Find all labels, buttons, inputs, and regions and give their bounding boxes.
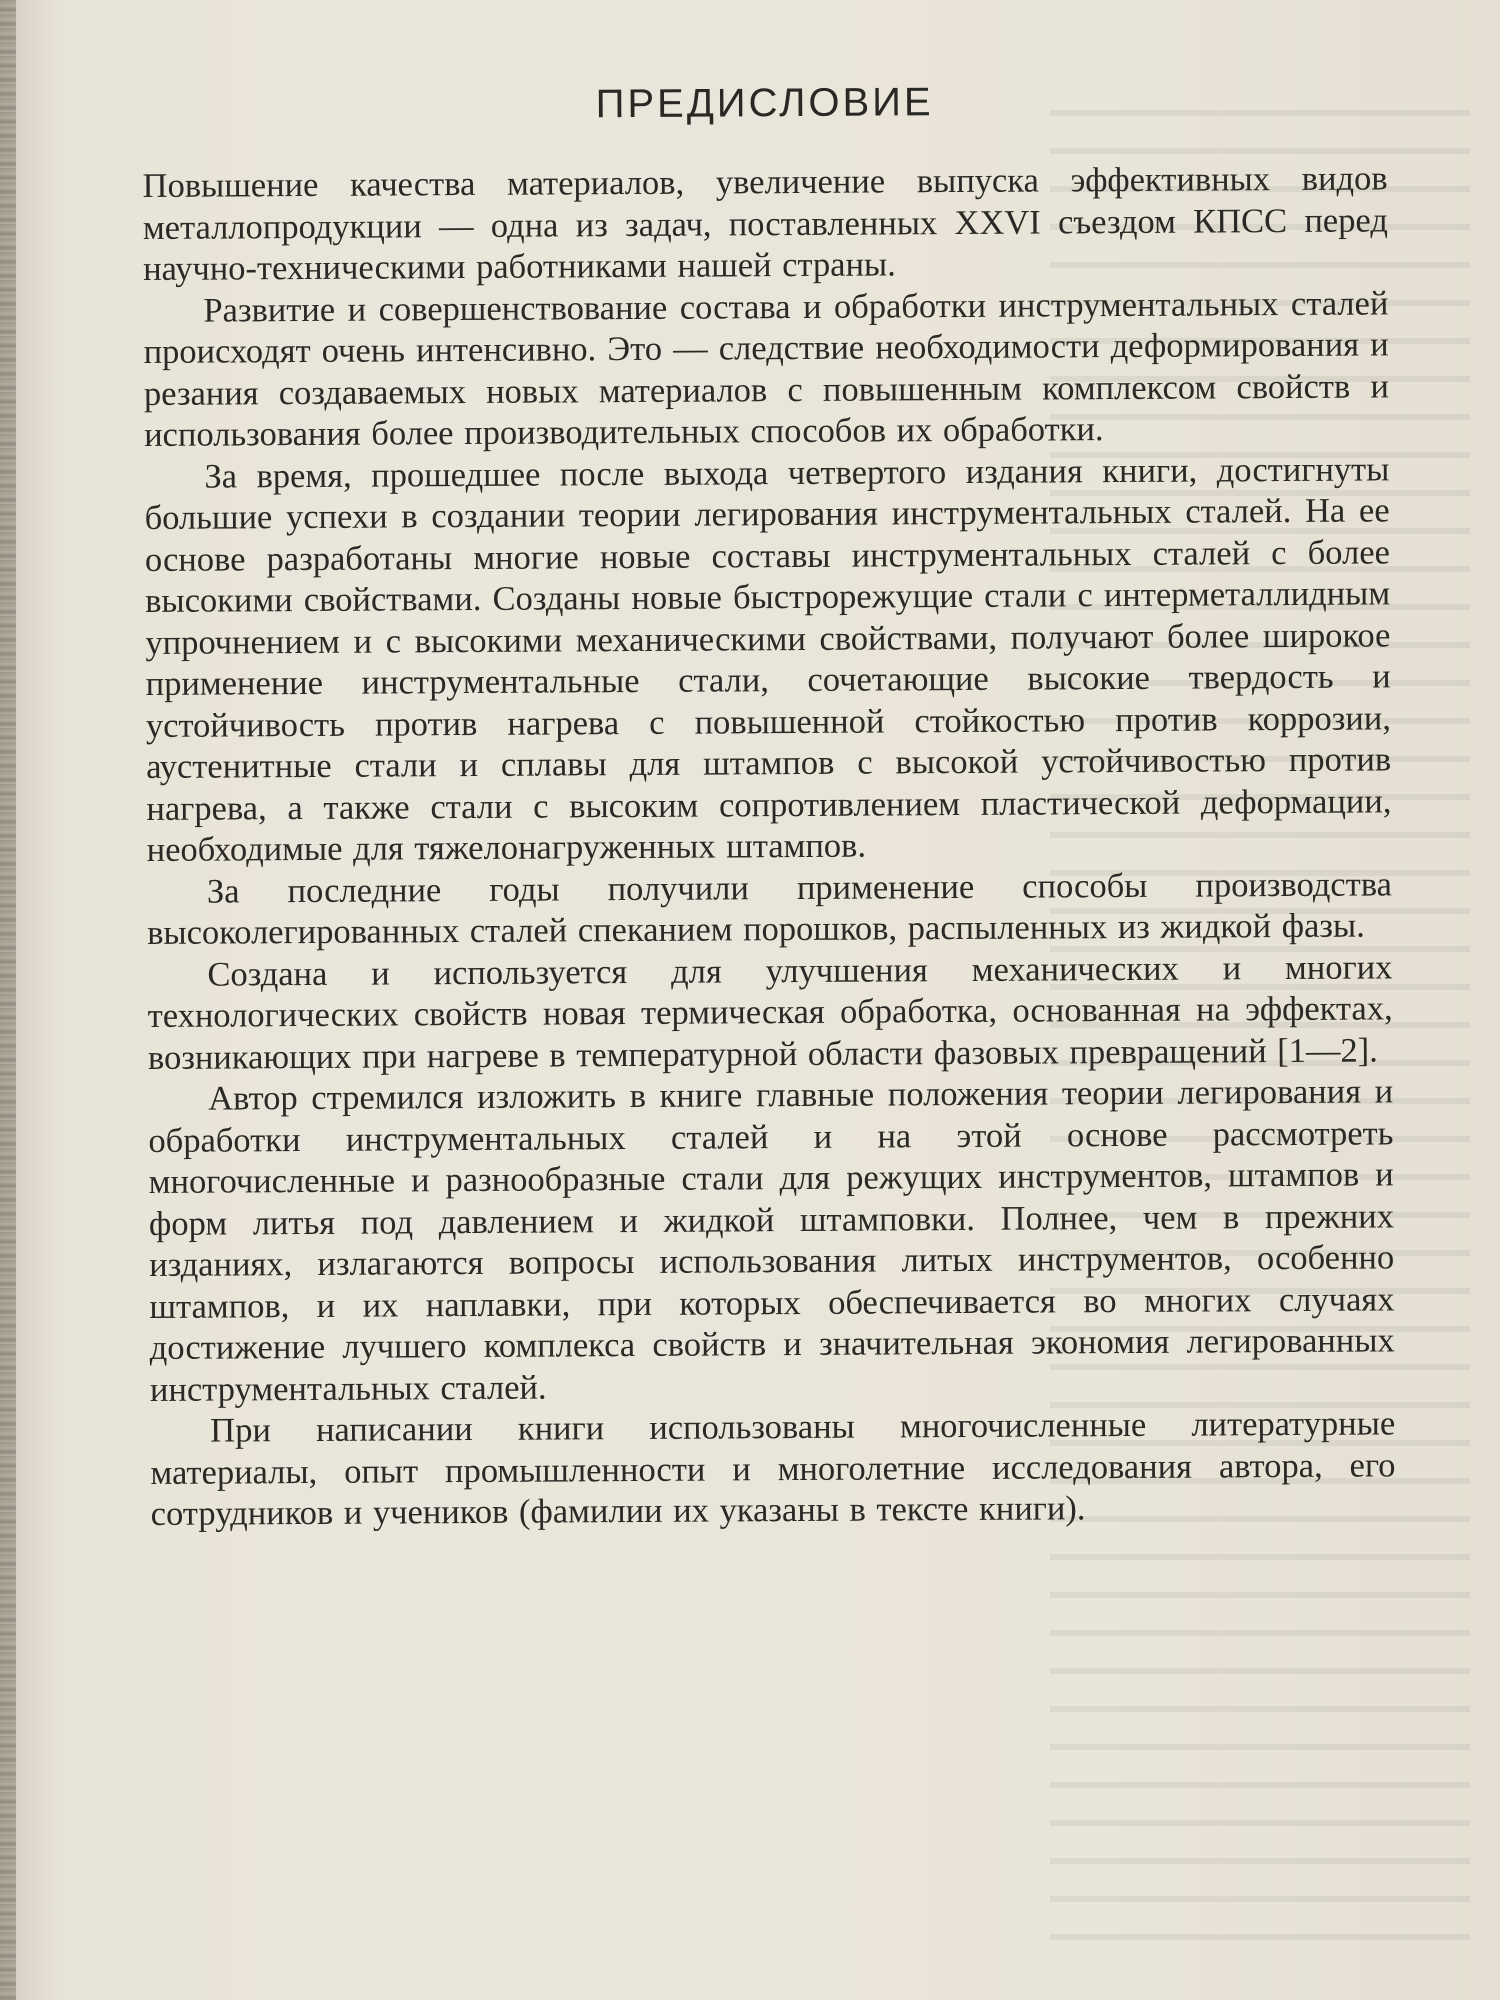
paragraph-5: Создана и используется для улучшения механических и многих технологических свойств новая термическая обработка, основанная на эффектах, возникающих при нагреве в температурной области фазовых превращений [1—2]. <box>147 947 1393 1077</box>
book-spine <box>0 0 16 2000</box>
page-title: ПРЕДИСЛОВИЕ <box>595 80 934 127</box>
page-content <box>142 77 1396 1535</box>
paragraph-3: За время, прошедшее после выхода четвертого издания книги, достигнуты большие успехи в создании теории легирования инструментальных сталей. На ее основе разработаны многие новые составы инструментальных сталей с более высокими свойствами. Созданы новые быстрорежущие стали с интерметаллидным упрочнением и с высокими механическими свойствами, получают более широкое применение инструментальные стали, сочетающие высокие твердость и устойчивость против нагрева с повышенной стойкостью против коррозии, аустенитные стали и сплавы для штампов с высокой устойчивостью против нагрева, а также стали с высоким сопротивлением пластической деформации, необходимые для тяжелонагруженных штампов. <box>144 449 1392 869</box>
paragraph-7: При написании книги использованы многочисленные литературные материалы, опыт промышленности и многолетние исследования автора, его сотрудников и учеников (фамилии их указаны в тексте книги). <box>150 1404 1396 1533</box>
paragraph-6: Автор стремился изложить в книге главные положения теории легирования и обработки инструментальных сталей и на этой основе рассмотреть многочисленные и разнообразные стали для режущих инструментов, штампов и форм литья под давлением и жидкой штамповки. Полнее, чем в прежних изданиях, излагаются вопросы использования литых инструментов, особенно штампов, и их наплавки, при которых обеспечивается во многих случаях достижение лучшего комплекса свойств и значительная экономия легированных инструментальных сталей. <box>148 1072 1395 1409</box>
paragraph-4: За последние годы получили применение способы производства высоколегированных сталей спеканием порошков, распыленных из жидкой фазы. <box>147 864 1393 952</box>
paragraph-1: Повышение качества материалов, увеличение выпуска эффективных видов металлопродукции — одна из задач, поставленных XXVI съездом КПСС перед научно-техническими работниками нашей страны. <box>142 159 1388 288</box>
paragraph-2: Развитие и совершенствование состава и обработки инструментальных сталей происходят очень интенсивно. Это — следствие необходимости деформирования и резания создаваемых новых материалов с повышенным комплексом свойств и использования более производительных способов их обработки. <box>143 283 1389 454</box>
